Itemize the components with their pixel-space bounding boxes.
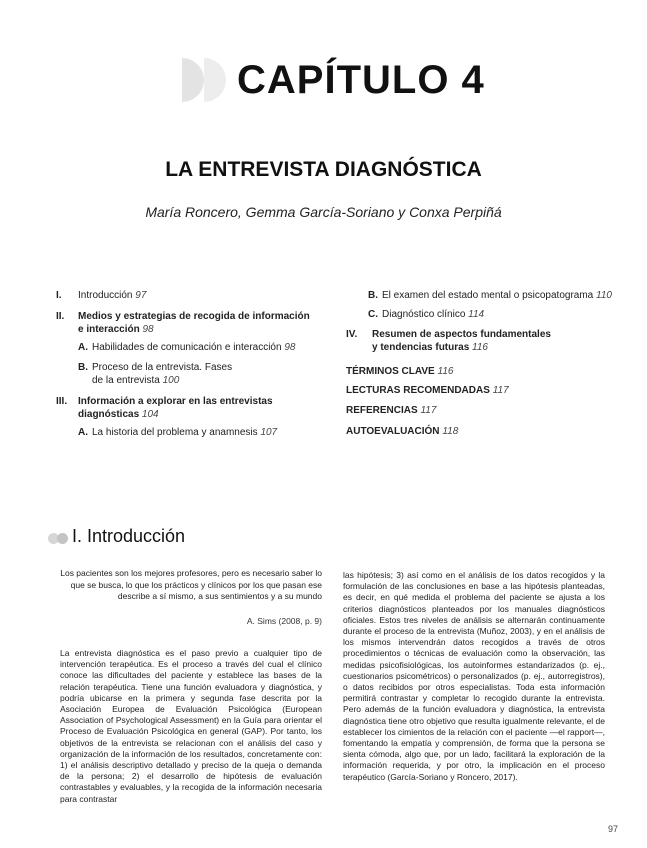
toc-page: 117 xyxy=(492,385,509,396)
toc-item-3[interactable] xyxy=(56,395,273,421)
toc-page: 118 xyxy=(442,426,459,437)
toc-autoevaluacion[interactable] xyxy=(346,425,458,438)
toc-terminos-clave[interactable] xyxy=(346,365,453,378)
chapter-title: LA ENTREVISTA DIAGNÓSTICA xyxy=(165,158,482,181)
toc-text: El examen del estado mental o psicopatograma xyxy=(382,290,594,301)
toc-page: 104 xyxy=(141,409,159,420)
toc-num: II. xyxy=(56,311,65,322)
toc-item-3b[interactable] xyxy=(368,289,612,302)
toc-num: A. xyxy=(78,342,88,353)
page-number: 97 xyxy=(608,824,619,834)
epigraph-source: A. Sims (2008, p. 9) xyxy=(246,616,322,626)
toc-text-2: e interacción xyxy=(78,324,140,335)
toc-text: TÉRMINOS CLAVE xyxy=(346,366,435,377)
toc-item-1[interactable] xyxy=(56,289,146,302)
toc-text-2: diagnósticas xyxy=(78,409,140,420)
toc-text: La historia del problema y anamnesis xyxy=(92,427,258,438)
toc-page: 98 xyxy=(284,342,296,353)
toc-page: 98 xyxy=(142,324,154,335)
section-bullet-icon xyxy=(48,533,74,545)
toc-text: Habilidades de comunicación e interacción xyxy=(92,342,282,353)
toc-page: 97 xyxy=(135,290,147,301)
toc-page: 117 xyxy=(420,405,437,416)
toc-page: 100 xyxy=(162,375,180,386)
toc-text: Información a explorar en las entrevistas xyxy=(78,396,273,407)
toc-item-4[interactable] xyxy=(346,328,551,354)
toc-page: 116 xyxy=(472,342,488,353)
toc-num: A. xyxy=(78,427,88,438)
chapter-marker-icon xyxy=(182,58,228,102)
toc-num: III. xyxy=(56,396,68,407)
toc-text: Diagnóstico clínico xyxy=(382,309,466,320)
chapter-label: CAPÍTULO 4 xyxy=(237,58,485,102)
chapter-authors: María Roncero, Gemma García-Soriano y Conxa Perpiñá xyxy=(145,204,502,220)
toc-item-2b[interactable] xyxy=(78,361,232,387)
toc-text: Medios y estrategias de recogida de información xyxy=(78,311,310,322)
toc-item-2a[interactable] xyxy=(78,341,295,354)
toc-text: Introducción xyxy=(78,290,133,301)
toc-item-3c[interactable] xyxy=(368,308,484,321)
toc-page: 110 xyxy=(596,290,612,301)
toc-text-2: y tendencias futuras xyxy=(372,342,470,353)
toc-text: Resumen de aspectos fundamentales xyxy=(372,329,551,340)
toc-text: REFERENCIAS xyxy=(346,405,418,416)
toc-text-2: de la entrevista xyxy=(92,375,160,386)
toc-num: I. xyxy=(56,290,62,301)
body-column-1: La entrevista diagnóstica es el paso previo a cualquier tipo de intervención terapéutica. Es el proceso a través del cual el clínico conoce las dificultades del paciente y establece las bases de la relación terapéutica. Tiene una función evaluadora y diagnóstica, y podría ubicarse en la primera y segunda fase descrita por la Asociación Europea de Evaluación Psicológica (European Association of Psychological Assessment) en la Guía para orientar el Proceso de Evaluación Psicológica en general (GAP). Por tanto, los objetivos de la entrevista se relacionan con el análisis del caso y organización de la información de los resultados, concretamente con: 1) el análisis descriptivo detallado y preciso de la queja o demanda de la persona; 2) el desarrollo de hipótesis de evaluación contrastables y evaluables, y la recogida de la información necesaria para contrastar xyxy=(60,648,322,804)
toc-num: B. xyxy=(78,362,88,373)
toc-text: Proceso de la entrevista. Fases xyxy=(92,362,233,373)
toc-num: C. xyxy=(368,309,378,320)
body-column-2: las hipótesis; 3) así como en el análisis de los datos recogidos y la formulación de las conclusiones en base a las hipótesis planteadas, es decir, en qué medida el problema del paciente se ajusta a los criterios diagnósticos planteados por los manuales diagnósticos oficiales. Estos tres niveles de análisis se alternarán continuamente durante el proceso de la entrevista (Muñoz, 2003), y en el análisis de los mismos intervendrán datos recogidos a través de otros procedimientos o técnicas de evaluación como la observación, las medidas psicofisiológicas, los autoinformes estandarizados (p. ej., cuestionarios psicométricos) o personalizados (p. ej., autorregistros), o datos recibidos por otros especialistas. Toda esta información permitirá contrastar y completar lo recogido durante la entrevista. Pero además de la función evaluadora y diagnóstica, la entrevista diagnóstica tiene otro objetivo que resulta igualmente relevante, el de establecer los cimientos de la relación con el paciente —el rapport—, fomentando la empatía y comprensión, de forma que la persona se sienta cómoda, algo que, por un lado, facilitará la exploración de la información requerida, y por otro, la implicación en el proceso terapéutico (García-Soriano y Roncero, 2017). xyxy=(343,570,605,782)
toc-item-3a[interactable] xyxy=(78,426,277,439)
toc-page: 116 xyxy=(437,366,454,377)
toc-referencias[interactable] xyxy=(346,404,436,417)
toc-page: 114 xyxy=(468,309,485,320)
section-title: I. Introducción xyxy=(72,526,186,546)
toc-page: 107 xyxy=(260,427,278,438)
toc-num: IV. xyxy=(346,329,358,340)
epigraph-quote: Los pacientes son los mejores profesores, pero es necesario saber lo que se busca, lo que los prácticos y clínicos por los que pasan ese describe a sí mismo, a sus sentimientos y a su mundo xyxy=(60,568,322,601)
toc-item-2[interactable] xyxy=(56,310,310,336)
toc-num: B. xyxy=(368,290,378,301)
toc-lecturas-recomendadas[interactable] xyxy=(346,384,509,397)
toc-text: AUTOEVALUACIÓN xyxy=(346,426,440,437)
toc-text: LECTURAS RECOMENDADAS xyxy=(346,385,490,396)
